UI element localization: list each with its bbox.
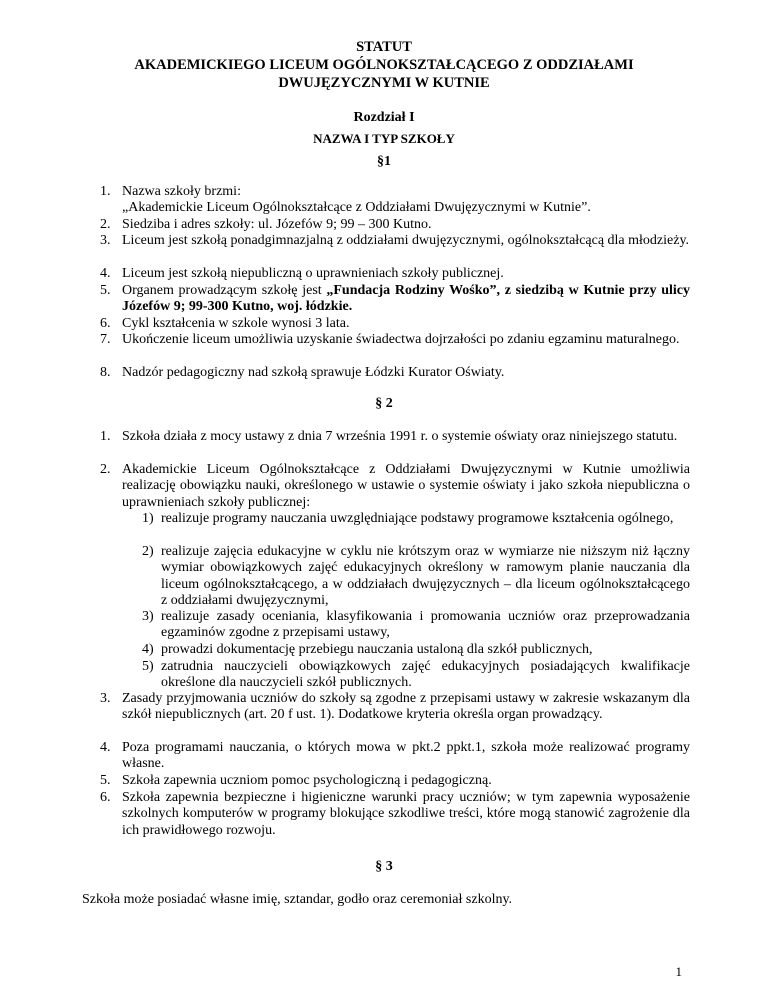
sub-list-item: prowadzi dokumentację przebiegu nauczania ustaloną dla szkół publicznych, <box>161 642 593 657</box>
item-text-bold: „Fundacja Rodziny Wośko”, z siedzibą w Kutnie przy ulicy Józefów 9; 99-300 Kutno, woj. łódzkie. <box>122 283 690 315</box>
item-number: 6. <box>100 316 111 331</box>
item-number: 4. <box>100 740 111 755</box>
item-number: 2. <box>100 462 111 477</box>
list-item: Liceum jest szkołą ponadgimnazjalną z oddziałami dwujęzycznymi, ogólnokształcącą dla młodzieży. <box>122 233 690 248</box>
list-item: Poza programami nauczania, o których mowa w pkt.2 ppkt.1, szkoła może realizować programy własne. <box>122 740 690 772</box>
sub-list-item: realizuje zajęcia edukacyjne w cyklu nie krótszym oraz w wymiarze nie niższym niż łączny wymiar obowiązkowych zajęć edukacyjnych określony w ramowym planie nauczania dla liceum ogólnokształcącego, a w oddziałach dwujęzycznych – dla liceum ogólnokształcącego z oddziałami dwujęzycznymi, <box>161 544 690 609</box>
item-number: 5. <box>100 773 111 788</box>
section-3-heading: § 3 <box>375 859 393 874</box>
list-item: Ukończenie liceum umożliwia uzyskanie świadectwa dojrzałości po zdaniu egzaminu maturalnego. <box>122 332 680 347</box>
list-item: Nazwa szkoły brzmi: <box>122 184 241 199</box>
subitem-number: 1) <box>142 511 154 526</box>
chapter-subtitle: NAZWA I TYP SZKOŁY <box>313 131 455 146</box>
list-item: Szkoła zapewnia bezpieczne i higieniczne warunki pracy uczniów; w tym zapewnia wyposażenie szkolnych komputerów w programy blokujące szkodliwe treści, które mogą stanowić zagrożenie dla ich prawidłowego rozwoju. <box>122 790 690 838</box>
section-1-heading: §1 <box>377 154 391 169</box>
list-item <box>122 283 690 316</box>
subitem-number: 2) <box>142 544 154 559</box>
item-number: 4. <box>100 266 111 281</box>
item-number: 1. <box>100 429 111 444</box>
subitem-number: 3) <box>142 609 154 624</box>
list-item: Siedziba i adres szkoły: ul. Józefów 9; 99 – 300 Kutno. <box>122 217 432 232</box>
list-item: Liceum jest szkołą niepubliczną o uprawnieniach szkoły publicznej. <box>122 266 504 281</box>
section-3-text: Szkoła może posiadać własne imię, sztandar, godło oraz ceremoniał szkolny. <box>82 892 513 907</box>
list-item: Zasady przyjmowania uczniów do szkoły są zgodne z przepisami ustawy w zakresie wskazanym dla szkół niepublicznych (art. 20 f ust. 1). Dodatkowe kryteria określa organ prowadzący. <box>122 691 690 723</box>
doc-title-line2: AKADEMICKIEGO LICEUM OGÓLNOKSZTAŁCĄCEGO Z ODDZIAŁAMI <box>134 57 634 73</box>
doc-title-line3: DWUJĘZYCZNYMI W KUTNIE <box>278 75 490 91</box>
chapter-title: Rozdział I <box>353 110 415 125</box>
subitem-number: 4) <box>142 642 154 657</box>
list-item: Cykl kształcenia w szkole wynosi 3 lata. <box>122 316 350 331</box>
sub-list-item: realizuje zasady oceniania, klasyfikowania i promowania uczniów oraz przeprowadzania egzaminów zgodne z przepisami ustawy, <box>161 609 690 641</box>
sub-list-item: realizuje programy nauczania uwzględniające podstawy programowe kształcenia ogólnego, <box>161 511 674 526</box>
list-item: „Akademickie Liceum Ogólnokształcące z Oddziałami Dwujęzycznymi w Kutnie”. <box>122 200 591 215</box>
sub-list-item: zatrudnia nauczycieli obowiązkowych zajęć edukacyjnych posiadających kwalifikacje określone dla nauczycieli szkół publicznych. <box>161 659 690 691</box>
item-number: 1. <box>100 184 111 199</box>
doc-title-line1: STATUT <box>356 39 412 55</box>
page-number: 1 <box>675 964 682 979</box>
list-item: Szkoła działa z mocy ustawy z dnia 7 września 1991 r. o systemie oświaty oraz niniejszego statutu. <box>122 429 678 444</box>
list-item: Szkoła zapewnia uczniom pomoc psychologiczną i pedagogiczną. <box>122 773 492 788</box>
item-text: Organem prowadzącym szkołę jest <box>122 283 327 298</box>
item-number: 5. <box>100 283 111 298</box>
list-item: Nadzór pedagogiczny nad szkołą sprawuje Łódzki Kurator Oświaty. <box>122 365 505 380</box>
item-number: 8. <box>100 365 111 380</box>
item-number: 3. <box>100 691 111 706</box>
item-number: 6. <box>100 790 111 805</box>
list-item: Akademickie Liceum Ogólnokształcące z Oddziałami Dwujęzycznymi w Kutnie umożliwia realizację obowiązku nauki, określonego w ustawie o systemie oświaty i jako szkoła niepubliczna o uprawnieniach szkoły publicznej: <box>122 462 690 510</box>
section-2-heading: § 2 <box>375 396 393 411</box>
item-number: 7. <box>100 332 111 347</box>
item-number: 3. <box>100 233 111 248</box>
subitem-number: 5) <box>142 659 154 674</box>
item-number: 2. <box>100 217 111 232</box>
